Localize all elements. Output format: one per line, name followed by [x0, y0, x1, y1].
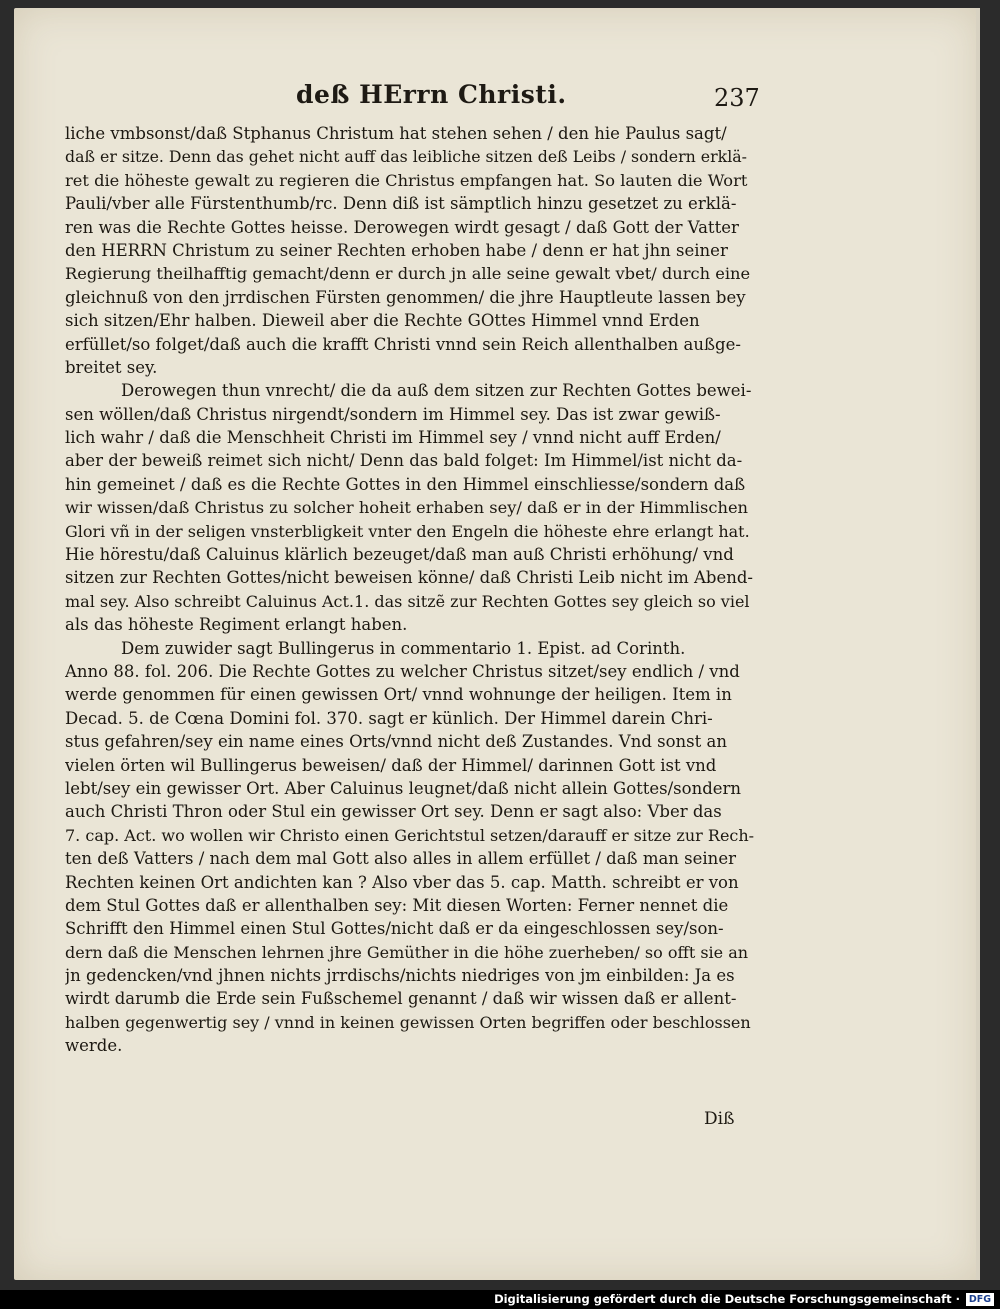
text-line: als das höheste Regiment erlangt haben. — [65, 615, 408, 635]
text-line: wirdt darumb die Erde sein Fußschemel genannt / daß wir wissen daß er allent- — [65, 989, 737, 1009]
text-line: liche vmbsonst/daß Stphanus Christum hat stehen sehen / den hie Paulus sagt/ — [65, 124, 727, 143]
text-line: wir wissen/daß Christus zu solcher hoheit erhaben sey/ daß er in der Himmlischen — [65, 498, 749, 518]
text-line: Decad. 5. de Cœna Domini fol. 370. sagt er künlich. Der Himmel darein Chri- — [65, 708, 713, 728]
text-line: gleichnuß von den jrrdischen Fürsten genommen/ die jhre Hauptleute lassen bey — [65, 287, 746, 307]
text-line: dern daß die Menschen lehrnen jhre Gemüther in die höhe zuerheben/ so offt sie an — [65, 942, 749, 962]
text-line: aber der beweiß reimet sich nicht/ Denn das bald folget: Im Himmel/ist nicht da- — [65, 451, 743, 471]
text-line: lich wahr / daß die Menschheit Christi im Himmel sey / vnnd nicht auff Erden/ — [65, 428, 721, 448]
text-line: werde. — [65, 1036, 123, 1056]
text-line: daß er sitze. Denn das gehet nicht auff das leibliche sitzen deß Leibs / sondern erklä- — [65, 147, 747, 167]
text-line: ren was die Rechte Gottes heisse. Derowegen wirdt gesagt / daß Gott der Vatter — [65, 217, 739, 237]
body-text — [65, 122, 755, 1058]
text-line: dem Stul Gottes daß er allenthalben sey: Mit diesen Worten: Ferner nennet die — [65, 895, 729, 915]
text-line: Pauli/vber alle Fürstenthumb/rc. Denn diß ist sämptlich hinzu gesetzet zu erklä- — [65, 194, 737, 214]
text-line: ret die höheste gewalt zu regieren die Christus empfangen hat. So lauten die Wort — [65, 170, 748, 190]
text-line: 7. cap. Act. wo wollen wir Christo einen Gerichtstul setzen/darauff er sitze zur Rech- — [65, 825, 755, 845]
text-line: lebt/sey ein gewisser Ort. Aber Caluinus leugnet/daß nicht allein Gottes/sondern — [65, 778, 742, 798]
text-line: werde genommen für einen gewissen Ort/ vnnd wohnunge der heiligen. Item in — [65, 685, 732, 705]
text-line: mal sey. Also schreibt Caluinus Act.1. das sitzẽ zur Rechten Gottes sey gleich so viel — [65, 591, 750, 611]
text-line: ten deß Vatters / nach dem mal Gott also alles in allem erfüllet / daß man seiner — [65, 849, 736, 869]
text-line: Hie hörestu/daß Caluinus klärlich bezeuget/daß man auß Christi erhöhung/ vnd — [65, 545, 734, 565]
text-line: stus gefahren/sey ein name eines Orts/vnnd nicht deß Zustandes. Vnd sonst an — [65, 732, 727, 752]
page-number: 237 — [714, 84, 760, 112]
text-line: sen wöllen/daß Christus nirgendt/sondern im Himmel sey. Das ist zwar gewiß- — [65, 404, 721, 424]
text-line: hin gemeinet / daß es die Rechte Gottes in den Himmel einschliesse/sondern daß — [65, 474, 746, 494]
text-line: auch Christi Thron oder Stul ein gewisser Ort sey. Denn er sagt also: Vber das — [65, 802, 722, 822]
text-line: Rechten keinen Ort andichten kan ? Also vber das 5. cap. Matth. schreibt er von — [65, 872, 739, 892]
running-head: deß HErrn Christi. — [296, 80, 567, 109]
book-page — [14, 8, 978, 1280]
footer-bar — [0, 1290, 1000, 1309]
text-line: vielen örten wil Bullingerus beweisen/ daß der Himmel/ darinnen Gott ist vnd — [65, 755, 717, 775]
text-line: Glori vñ in der seligen vnsterbligkeit vnter den Engeln die höheste ehre erlangt hat. — [65, 521, 750, 541]
text-line: Anno 88. fol. 206. Die Rechte Gottes zu welcher Christus sitzet/sey endlich / vnd — [65, 661, 740, 681]
text-line: Derowegen thun vnrecht/ die da auß dem sitzen zur Rechten Gottes bewei- — [121, 381, 752, 401]
text-line: Dem zuwider sagt Bullingerus in commentario 1. Epist. ad Corinth. — [121, 638, 686, 658]
text-line: sitzen zur Rechten Gottes/nicht beweisen könne/ daß Christi Leib nicht im Abend- — [65, 568, 753, 588]
text-line: halben gegenwertig sey / vnnd in keinen gewissen Orten begriffen oder beschlossen — [65, 1012, 751, 1032]
catchword: Diß — [704, 1109, 735, 1129]
text-line: sich sitzen/Ehr halben. Dieweil aber die Rechte GOttes Himmel vnnd Erden — [65, 311, 700, 331]
text-line: jn gedencken/vnd jhnen nichts jrrdischs/nichts niedriges von jm einbilden: Ja es — [65, 966, 735, 986]
text-line: den HERRN Christum zu seiner Rechten erhoben habe / denn er hat jhn seiner — [65, 240, 728, 260]
text-line: Regierung theilhafftig gemacht/denn er durch jn alle seine gewalt vbet/ durch eine — [65, 264, 751, 284]
page-edge — [976, 8, 980, 1280]
dfg-logo: DFG — [966, 1293, 994, 1306]
text-line: breitet sey. — [65, 357, 158, 377]
footer-credit: Digitalisierung gefördert durch die Deutsche Forschungsgemeinschaft · — [494, 1292, 960, 1306]
text-line: Schrifft den Himmel einen Stul Gottes/nicht daß er da eingeschlossen sey/son- — [65, 919, 724, 939]
text-line: erfüllet/so folget/daß auch die krafft Christi vnnd sein Reich allenthalben außge- — [65, 334, 741, 354]
